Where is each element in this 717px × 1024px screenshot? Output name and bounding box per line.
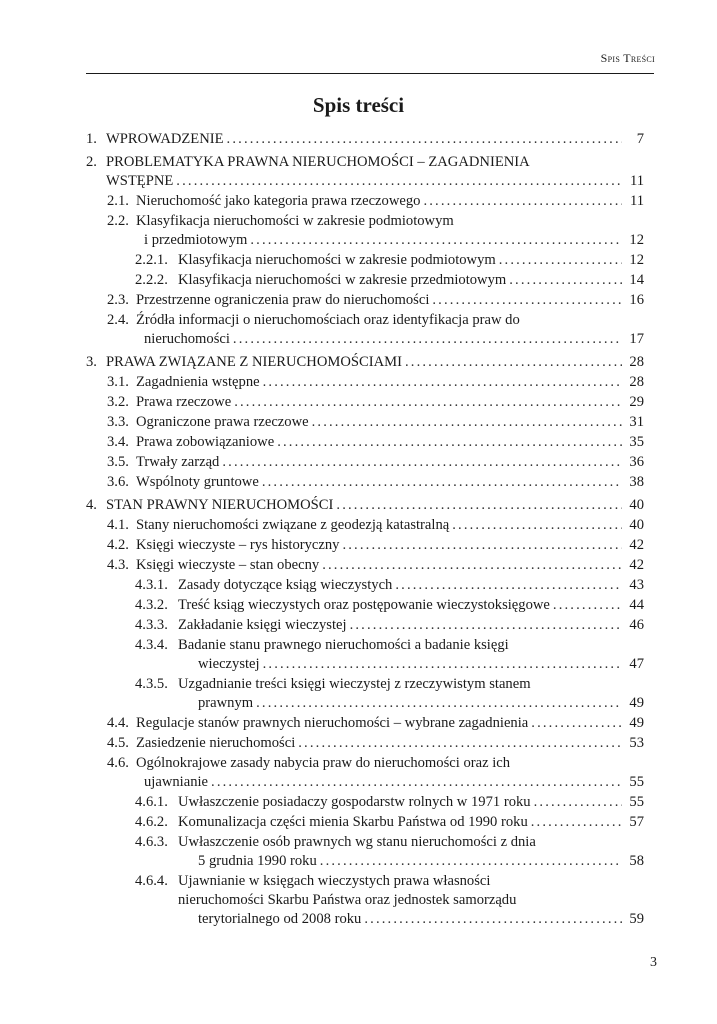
toc-entry[interactable] [86,576,644,595]
toc-entry-row [178,576,644,595]
toc-entry-text-line: Ujawnianie w księgach wieczystych prawa własności [178,873,491,889]
toc-entry-title: Prawa rzeczowe [136,394,232,410]
dot-leader [364,910,622,929]
toc-entry-body [86,872,644,929]
dot-leader [531,714,622,733]
toc-entry-body [86,311,644,349]
toc-entry-title: Zasady dotyczące ksiąg wieczystych [178,577,393,593]
dot-leader [423,192,622,211]
toc-entry-text-line: Uwłaszczenie osób prawnych wg stanu nieruchomości z dnia [178,834,536,850]
toc-entry[interactable] [86,291,644,310]
toc-entry-row [136,231,644,250]
dot-leader [405,353,622,372]
dot-leader [312,413,622,432]
toc-entry-body [86,251,644,270]
toc-entry-page: 12 [629,232,644,248]
dot-leader [222,453,622,472]
toc-entry-page: 40 [629,517,644,533]
toc-entry[interactable] [86,714,644,733]
toc-entry-title: Klasyfikacja nieruchomości w zakresie przedmiotowym [178,272,507,288]
header-rule [86,73,654,74]
toc-entry[interactable] [86,636,644,674]
toc-entry-page: 49 [629,715,644,731]
toc-entry[interactable] [86,212,644,250]
toc-entry[interactable] [86,793,644,812]
toc-entry-body [86,734,644,753]
toc-entry-title: nieruchomości [144,331,230,347]
toc-entry-row [136,330,644,349]
toc-entry-body [86,675,644,713]
toc-entry-page: 7 [636,131,644,147]
toc-entry-body [86,636,644,674]
toc-entry-number: 4.5. [107,735,129,751]
toc-entry[interactable] [86,833,644,871]
dot-leader [342,536,622,555]
toc-entry-title: Regulacje stanów prawnych nieruchomości – wybrane zagadnienia [136,715,529,731]
toc-entry[interactable] [86,353,644,372]
toc-entry-body [86,754,644,792]
dot-leader [250,231,622,250]
toc-entry-title: Przestrzenne ograniczenia praw do nieruchomości [136,292,430,308]
toc-entry-title: wieczystej [198,656,260,672]
toc-entry[interactable] [86,473,644,492]
toc-entry-row [178,910,644,929]
toc-entry[interactable] [86,453,644,472]
toc-entry-title: Księgi wieczyste – rys historyczny [136,537,340,553]
toc-entry-row [136,291,644,310]
toc-entry-page: 57 [629,814,644,830]
dot-leader [211,773,622,792]
toc-entry-body [86,271,644,290]
toc-entry-text-line: nieruchomości Skarbu Państwa oraz jednostek samorządu [178,892,517,908]
dot-leader [432,291,622,310]
toc-entry-number: 2.3. [107,292,129,308]
toc-entry-page: 11 [629,193,644,209]
toc-entry-body [86,793,644,812]
toc-entry-page: 28 [629,374,644,390]
toc-entry-body [86,393,644,412]
dot-leader [499,251,622,270]
toc-entry-number: 2.2.2. [135,272,168,288]
toc-entry-page: 28 [629,354,644,370]
toc-entry-page: 29 [629,394,644,410]
toc-entry-row [136,373,644,392]
toc-entry-body [86,516,644,535]
dot-leader [531,813,622,832]
toc-entry-page: 35 [629,434,644,450]
toc-entry-title: Zakładanie księgi wieczystej [178,617,347,633]
toc-entry-title: Uwłaszczenie posiadaczy gospodarstw rolnych w 1971 roku [178,794,531,810]
toc-entry-row [178,596,644,615]
toc-entry[interactable] [86,516,644,535]
dot-leader [452,516,622,535]
toc-entry-page: 14 [629,272,644,288]
toc-entry[interactable] [86,596,644,615]
toc-entry[interactable] [86,754,644,792]
toc-entry-number: 4.6.2. [135,814,168,830]
dot-leader [256,694,622,713]
toc-entry-number: 2.2. [107,213,129,229]
toc-entry-page: 36 [629,454,644,470]
toc-entry-body [86,714,644,733]
toc-entry-title: 5 grudnia 1990 roku [198,853,317,869]
toc-entry-number: 4.6.3. [135,834,168,850]
toc-entry-title: Prawa zobowiązaniowe [136,434,275,450]
toc-entry-page: 53 [629,735,644,751]
toc-entry-title: WSTĘPNE [106,173,174,189]
toc-entry-number: 4.4. [107,715,129,731]
toc-entry-text-line: Badanie stanu prawnego nieruchomości a badanie księgi [178,637,509,653]
toc-entry-page: 12 [629,252,644,268]
toc-entry-title: Klasyfikacja nieruchomości w zakresie podmiotowym [178,252,496,268]
toc-entry-title: terytorialnego od 2008 roku [198,911,362,927]
toc-entry-row [136,773,644,792]
toc-entry[interactable] [86,373,644,392]
toc-entry-number: 3.2. [107,394,129,410]
toc-entry-page: 42 [629,557,644,573]
toc-entry-text-line: Ogólnokrajowe zasady nabycia praw do nieruchomości oraz ich [136,755,511,771]
toc-entry-row [178,655,644,674]
toc-entry-number: 2. [86,154,97,170]
toc-entry-row [136,516,644,535]
toc-entry-number: 4. [86,497,97,513]
toc-entry-page: 46 [629,617,644,633]
toc-entry-row [136,536,644,555]
running-head: Spis Treści [600,51,655,65]
dot-leader [336,496,622,515]
toc-entry-title: Zagadnienia wstępne [136,374,260,390]
toc-entry-body [86,496,644,515]
toc-entry-number: 2.2.1. [135,252,168,268]
toc-entry-row [178,271,644,290]
toc-entry-title: Zasiedzenie nieruchomości [136,735,296,751]
toc-entry-body [86,433,644,452]
toc-entry-number: 3.6. [107,474,129,490]
toc-entry-title: Trwały zarząd [136,454,220,470]
dot-leader [320,852,622,871]
toc-entry-row [106,172,644,191]
toc-entry-page: 59 [629,911,644,927]
toc-entry-row [136,192,644,211]
toc-entry[interactable] [86,433,644,452]
toc-entry-number: 4.6. [107,755,129,771]
toc-entry-title: Księgi wieczyste – stan obecny [136,557,320,573]
toc-entry-number: 2.1. [107,193,129,209]
toc-entry-number: 2.4. [107,312,129,328]
toc-entry-number: 4.3. [107,557,129,573]
dot-leader [350,616,622,635]
toc-entry-number: 3.1. [107,374,129,390]
toc-entry-number: 4.2. [107,537,129,553]
toc-entry-body [86,536,644,555]
toc-entry-body [86,373,644,392]
toc-entry[interactable] [86,675,644,713]
toc-entry-page: 55 [629,774,644,790]
toc-entry-title: Ograniczone prawa rzeczowe [136,414,309,430]
toc-entry-row [136,453,644,472]
toc-entry-row [136,714,644,733]
toc-entry[interactable] [86,556,644,575]
toc-entry-row [178,813,644,832]
toc-entry-body [86,353,644,372]
toc-entry[interactable] [86,536,644,555]
dot-leader [322,556,622,575]
toc-entry-title: i przedmiotowym [144,232,248,248]
toc-entry-row [136,413,644,432]
toc-entry-page: 38 [629,474,644,490]
toc-entry[interactable] [86,311,644,349]
toc-entry-page: 11 [629,173,644,189]
toc-entry-title: Stany nieruchomości związane z geodezją katastralną [136,517,450,533]
toc-entry-number: 4.6.4. [135,873,168,889]
toc-entry[interactable] [86,496,644,515]
toc-entry[interactable] [86,813,644,832]
toc-entry-title: PRAWA ZWIĄZANE Z NIERUCHOMOŚCIAMI [106,354,402,370]
toc-entry-row [136,473,644,492]
toc-entry-number: 4.3.2. [135,597,168,613]
toc-entry-number: 3.4. [107,434,129,450]
dot-leader [227,130,622,149]
toc-entry-page: 43 [629,577,644,593]
toc-entry[interactable] [86,872,644,929]
toc-entry-body [86,473,644,492]
page-title: Spis treści [312,93,405,117]
toc-entry-title: ujawnianie [144,774,209,790]
toc-entry-row [178,616,644,635]
toc-entry-row [178,694,644,713]
toc-entry-page: 58 [629,853,644,869]
toc-entry[interactable] [86,153,644,191]
toc-entry-body [86,192,644,211]
dot-leader [277,433,622,452]
toc-entry[interactable] [86,413,644,432]
toc-entry-number: 3.5. [107,454,129,470]
toc-entry-page: 49 [629,695,644,711]
toc-entry-page: 55 [629,794,644,810]
dot-leader [509,271,622,290]
toc-entry-title: prawnym [198,695,254,711]
toc-entry-text-line: Źródła informacji o nieruchomościach oraz identyfikacja praw do [136,312,520,328]
toc-entry-text-line: Klasyfikacja nieruchomości w zakresie podmiotowym [136,213,454,229]
toc-entry-number: 3. [86,354,97,370]
toc-entry[interactable] [86,271,644,290]
toc-entry-page: 17 [629,331,644,347]
toc-entry-row [136,556,644,575]
toc-entry[interactable] [86,251,644,270]
toc-entry-row [106,130,644,149]
toc-entry-text-line: PROBLEMATYKA PRAWNA NIERUCHOMOŚCI – ZAGADNIENIA [106,154,530,170]
toc-entry-body [86,813,644,832]
dot-leader [176,172,622,191]
toc-entry-body [86,413,644,432]
dot-leader [234,393,622,412]
toc-entry-row [178,852,644,871]
toc-entry-row [136,393,644,412]
toc-entry-page: 40 [629,497,644,513]
toc-entry-page: 47 [629,656,644,672]
toc-entry[interactable] [86,192,644,211]
toc-entry-body [86,556,644,575]
dot-leader [395,576,622,595]
toc-entry-page: 42 [629,537,644,553]
toc-entry-row [106,353,644,372]
toc-entry-page: 31 [629,414,644,430]
dot-leader [263,655,622,674]
toc-entry-number: 4.3.1. [135,577,168,593]
toc-entry-body [86,576,644,595]
toc-entry-row [136,734,644,753]
toc-entry-body [86,130,644,149]
toc-entry-page: 16 [629,292,644,308]
toc-entry-row [106,496,644,515]
toc-entry-title: Treść ksiąg wieczystych oraz postępowanie wieczystoksięgowe [178,597,550,613]
toc-entry-body [86,833,644,871]
toc-entry-row [178,793,644,812]
toc-entry-title: WPROWADZENIE [106,131,224,147]
toc-entry[interactable] [86,393,644,412]
toc-entry-title: Wspólnoty gruntowe [136,474,259,490]
toc-entry-number: 4.3.3. [135,617,168,633]
dot-leader [298,734,622,753]
toc-entry-page: 44 [629,597,644,613]
toc-entry-text-line: Uzgadnianie treści księgi wieczystej z rzeczywistym stanem [178,676,531,692]
toc-entry-title: Nieruchomość jako kategoria prawa rzeczowego [136,193,421,209]
toc-entry-number: 4.6.1. [135,794,168,810]
toc-entry-body [86,616,644,635]
dot-leader [534,793,622,812]
toc-entry[interactable] [86,734,644,753]
toc-entry-number: 4.1. [107,517,129,533]
page-number: 3 [650,955,657,970]
dot-leader [262,473,622,492]
toc-entry-body [86,596,644,615]
toc-entry-title: Komunalizacja części mienia Skarbu Państwa od 1990 roku [178,814,528,830]
toc-entry-row [136,433,644,452]
table-of-contents [86,130,644,929]
toc-entry-body [86,153,644,191]
toc-entry-body [86,453,644,472]
toc-entry-body [86,212,644,250]
toc-entry[interactable] [86,130,644,149]
dot-leader [263,373,622,392]
toc-entry-row [178,251,644,270]
dot-leader [233,330,622,349]
toc-entry-title: STAN PRAWNY NIERUCHOMOŚCI [106,497,334,513]
dot-leader [553,596,622,615]
toc-entry-number: 4.3.5. [135,676,168,692]
toc-entry-number: 1. [86,131,97,147]
toc-entry-number: 4.3.4. [135,637,168,653]
toc-entry-body [86,291,644,310]
toc-entry-number: 3.3. [107,414,129,430]
toc-entry[interactable] [86,616,644,635]
